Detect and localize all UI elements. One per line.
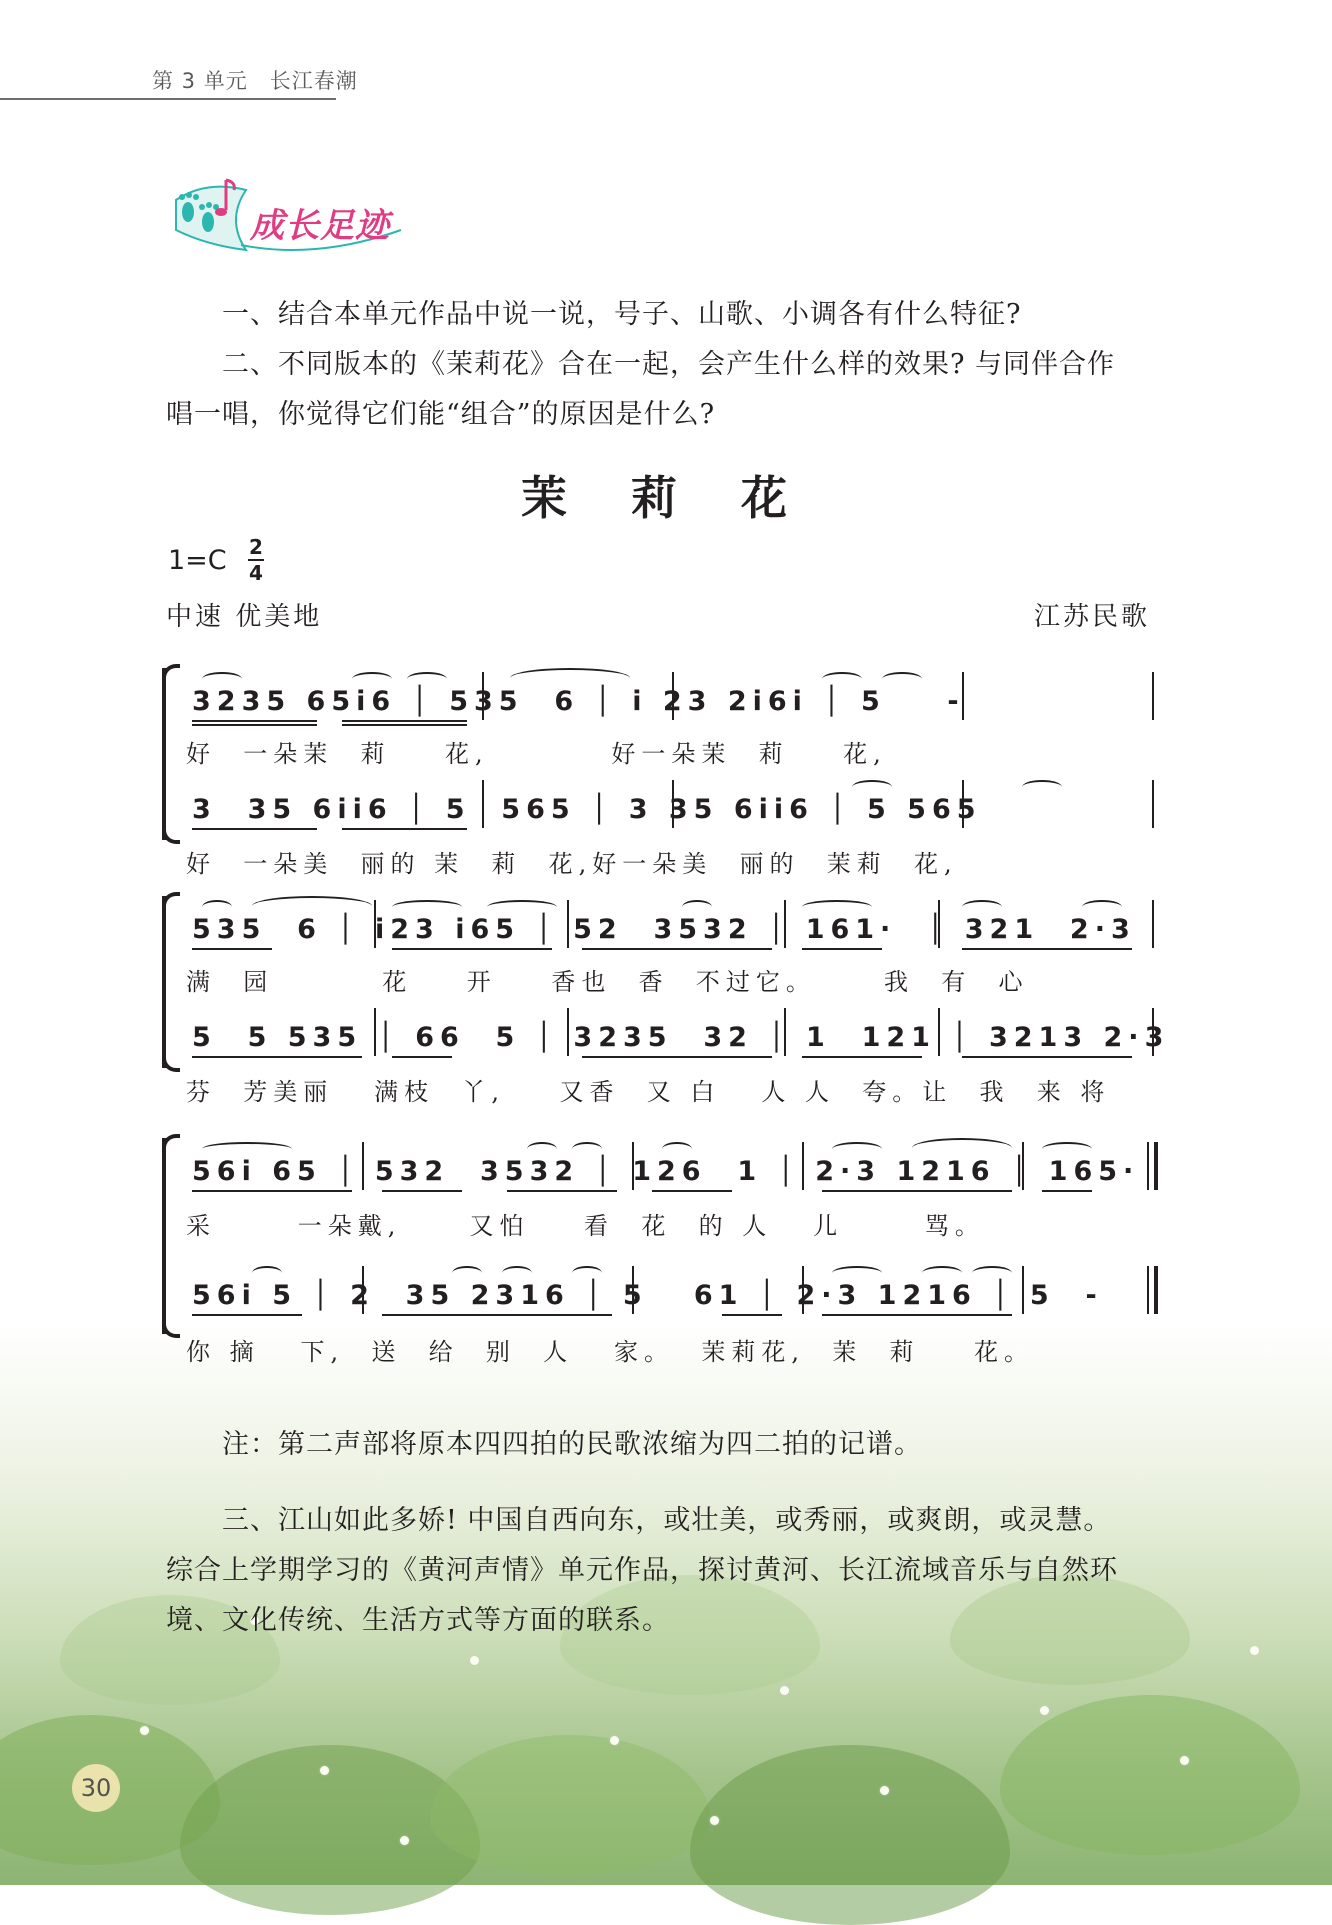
question-3-line1: 三、江山如此多娇! 中国自西向东，或壮美，或秀丽，或爽朗，或灵慧。 [222, 1505, 1112, 1536]
voice1-lyrics: 采 一朵戴, 又怕 看 花 的 人 儿 骂。 [186, 1212, 985, 1240]
score-system-3 [162, 1138, 1162, 1366]
voice2-lyrics: 好 一朵美 丽的 茉 莉 花,好一朵美 丽的 茉莉 花, [186, 850, 958, 878]
time-signature [248, 536, 264, 584]
voice2-notes: 56i 5 │ 2 35 2316 │ 5 61 │ 2·3 1216 │ 5 - [192, 1280, 1103, 1311]
score-system-2 [162, 896, 1170, 1106]
voice1-notes: 56i 65 │ 532 3532 │ 126 1 │ 2·3 1216 │ 165· [192, 1156, 1140, 1187]
voice2-notes: 5 5 535 │ 66 5 │ 3235 32 │ 1 121 │ 3213 2·3 [192, 1022, 1170, 1053]
voice2-notes: 3 35 6ii6 │ 5 565 │ 3 35 6ii6 │ 5 565 [192, 794, 982, 825]
system-brace [162, 668, 180, 840]
question-3-line2: 综合上学期学习的《黄河声情》单元作品，探讨黄河、长江流域音乐与自然环 [166, 1555, 1118, 1586]
voice2-lyrics: 芬 芳美丽 满枝 丫, 又香 又 白 人 人 夸。让 我 来 将 [186, 1078, 1111, 1106]
song-origin: 江苏民歌 [1034, 602, 1151, 632]
page-number: 30 [72, 1764, 120, 1812]
key-signature: 1=C [168, 545, 227, 576]
voice1-notes: 535 6 │ i23 i65 │ 52 3532 │ 161· │ 321 2·3 [192, 914, 1136, 945]
chapter-title: 第 3 单元 长江春潮 [152, 69, 358, 93]
tempo-marking: 中速 优美地 [166, 602, 323, 632]
system-brace [162, 1138, 180, 1334]
voice2-lyrics: 你 摘 下, 送 给 别 人 家。 茉莉花, 茉 莉 花。 [186, 1338, 1034, 1366]
question-3-line3: 境、文化传统、生活方式等方面的联系。 [166, 1605, 670, 1636]
song-title: 茉 莉 花 [520, 471, 812, 525]
question-1: 一、结合本单元作品中说一说，号子、山歌、小调各有什么特征? [222, 299, 1022, 330]
badge-label: 成长足迹 [250, 206, 390, 246]
running-header [0, 60, 358, 100]
meter-top: 2 [249, 535, 263, 559]
voice1-lyrics: 好 一朵茉 莉 花, 好一朵茉 莉 花, [186, 740, 887, 768]
score-system-1 [162, 668, 1162, 878]
meter-bottom: 4 [249, 561, 263, 585]
voice1-notes: 3235 65i6 │ 535 6 │ i 23 2i6i │ 5 - [192, 686, 965, 717]
question-2-line1: 二、不同版本的《茉莉花》合在一起，会产生什么样的效果? 与同伴合作 [222, 349, 1116, 380]
system-brace [162, 896, 180, 1068]
score-note: 注：第二声部将原本四四拍的民歌浓缩为四二拍的记谱。 [222, 1429, 922, 1460]
voice1-lyrics: 满 园 花 开 香也 香 不过它。 我 有 心 [186, 968, 1029, 996]
question-2-line2: 唱一唱，你觉得它们能“组合”的原因是什么? [166, 399, 716, 430]
